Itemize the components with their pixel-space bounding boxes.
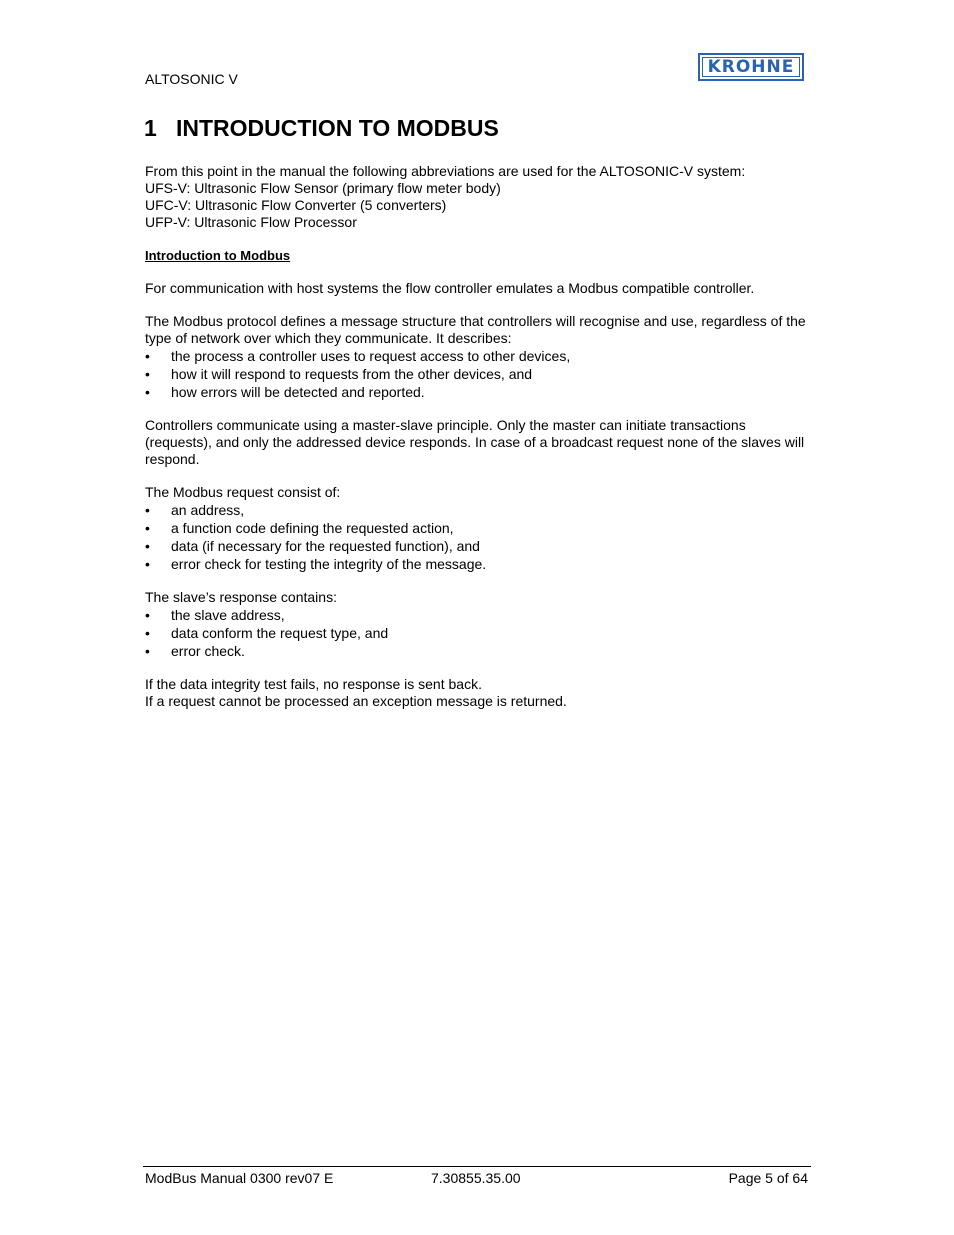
request-bullet-list: [145, 501, 815, 573]
master-slave-paragraph: Controllers communicate using a master-slave principle. Only the master can initiate transactions (requests), and only the addressed device responds. In case of a broadcast request none of the slaves will respond.: [145, 417, 805, 467]
list-item: • data conform the request type, and: [145, 625, 389, 641]
list-item: • the slave address,: [145, 607, 285, 623]
logo-text: KROHNE: [702, 57, 800, 77]
list-item: • an address,: [145, 502, 245, 518]
list-item: • error check.: [145, 643, 245, 659]
list-item: • a function code defining the requested action,: [145, 520, 454, 536]
protocol-paragraph: The Modbus protocol defines a message structure that controllers will recognise and use, regardless of the type of network over which they communicate. It describes:: [145, 313, 806, 346]
list-item: • how it will respond to requests from the other devices, and: [145, 366, 533, 382]
closing-line-1: If the data integrity test fails, no response is sent back.: [145, 676, 482, 692]
bullet-icon: •: [145, 538, 150, 554]
bullet-icon: •: [145, 556, 150, 572]
bullet-icon: •: [145, 502, 150, 518]
chapter-number: 1: [144, 115, 157, 141]
request-paragraph: The Modbus request consist of:: [145, 484, 341, 500]
chapter-title-text: INTRODUCTION TO MODBUS: [176, 115, 499, 141]
footer-page-number: Page 5 of 64: [728, 1170, 808, 1186]
footer-manual-name: ModBus Manual 0300 rev07 E: [145, 1170, 334, 1186]
bullet-icon: •: [145, 384, 150, 400]
closing-line-2: If a request cannot be processed an exception message is returned.: [145, 693, 567, 709]
response-bullet-list: [145, 606, 815, 660]
footer-divider: [143, 1166, 811, 1167]
bullet-icon: •: [145, 366, 150, 382]
abbreviation-ufp: UFP-V: Ultrasonic Flow Processor: [145, 214, 357, 230]
bullet-icon: •: [145, 520, 150, 536]
response-paragraph: The slave’s response contains:: [145, 589, 337, 605]
chapter-title: [144, 114, 499, 142]
header-product-name: ALTOSONIC V: [145, 71, 238, 87]
abbreviations-intro: From this point in the manual the following abbreviations are used for the ALTOSONIC-V system:: [145, 163, 746, 179]
bullet-icon: •: [145, 625, 150, 641]
protocol-bullet-list: [145, 347, 815, 401]
page-body: [145, 163, 815, 710]
abbreviation-ufs: UFS-V: Ultrasonic Flow Sensor (primary flow meter body): [145, 180, 501, 196]
abbreviation-ufc: UFC-V: Ultrasonic Flow Converter (5 converters): [145, 197, 447, 213]
list-item: • the process a controller uses to request access to other devices,: [145, 348, 571, 364]
communication-paragraph: For communication with host systems the flow controller emulates a Modbus compatible controller.: [145, 280, 755, 296]
krohne-logo: [698, 53, 804, 81]
section-heading: Introduction to Modbus: [145, 248, 291, 263]
bullet-icon: •: [145, 643, 150, 659]
list-item: • data (if necessary for the requested function), and: [145, 538, 480, 554]
list-item: • error check for testing the integrity of the message.: [145, 556, 487, 572]
bullet-icon: •: [145, 607, 150, 623]
bullet-icon: •: [145, 348, 150, 364]
footer-document-number: 7.30855.35.00: [431, 1170, 521, 1186]
list-item: • how errors will be detected and reported.: [145, 384, 425, 400]
